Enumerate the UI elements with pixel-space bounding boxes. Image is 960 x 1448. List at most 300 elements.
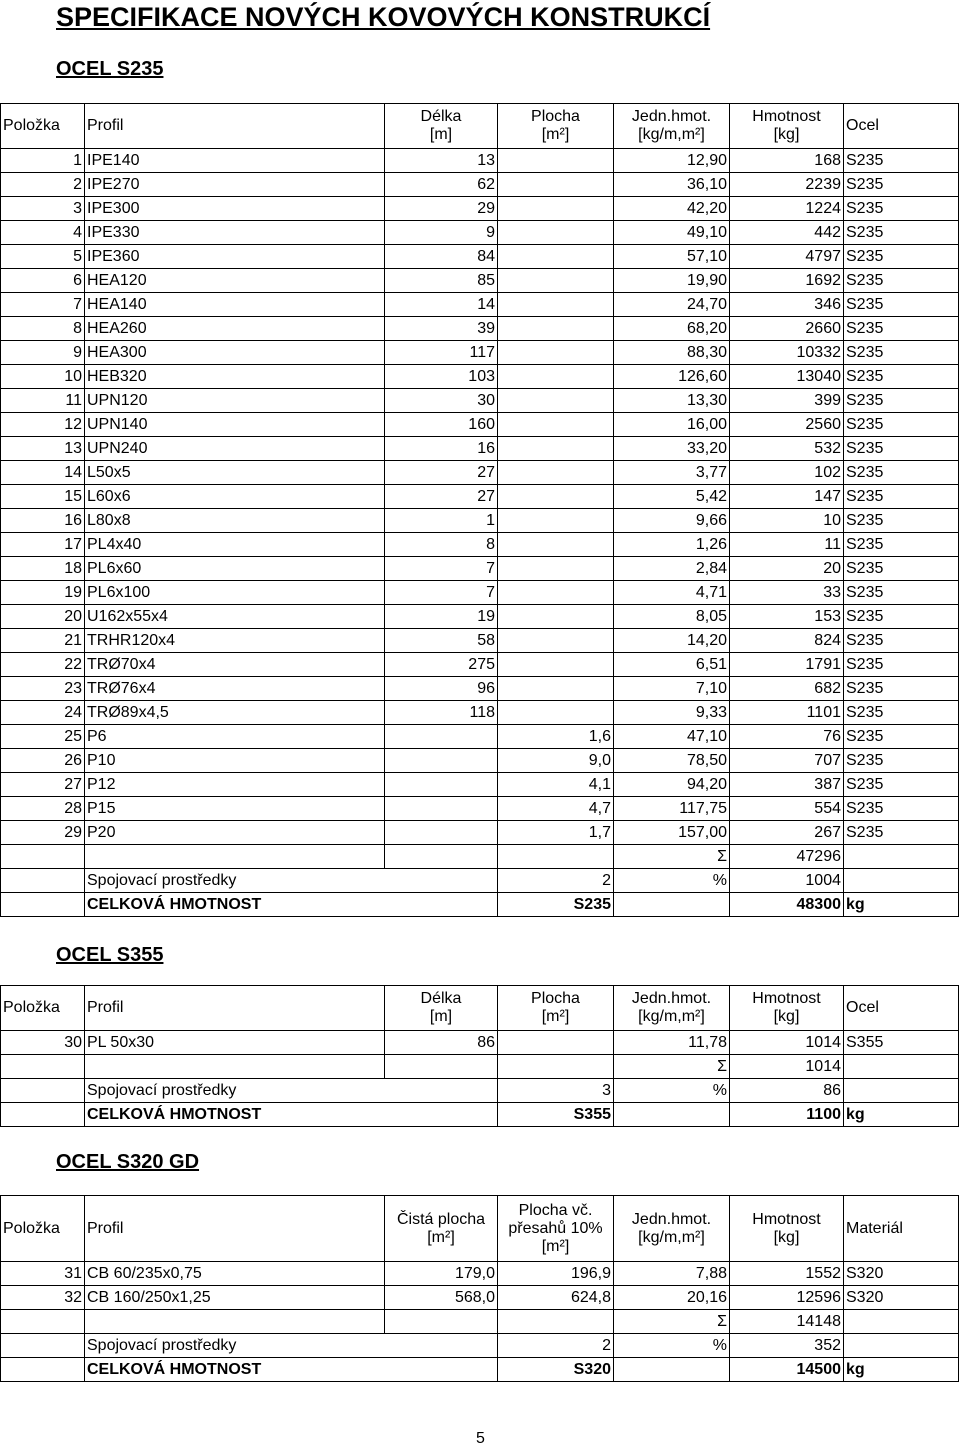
table-cell: S235 bbox=[844, 269, 959, 293]
fasteners-row bbox=[1, 1334, 959, 1358]
table-cell: PL4x40 bbox=[85, 533, 385, 557]
table-cell: 1,7 bbox=[498, 821, 614, 845]
table-cell: S235 bbox=[844, 701, 959, 725]
table-cell: 58 bbox=[385, 629, 498, 653]
table-row bbox=[1, 461, 959, 485]
table-cell: 2660 bbox=[730, 317, 844, 341]
table-cell: 1,26 bbox=[614, 533, 730, 557]
table-cell: PL 50x30 bbox=[85, 1031, 385, 1055]
table-cell: L50x5 bbox=[85, 461, 385, 485]
total-grade: S320 bbox=[498, 1358, 614, 1382]
table-cell: 624,8 bbox=[498, 1286, 614, 1310]
table-cell: P15 bbox=[85, 797, 385, 821]
table-row bbox=[1, 509, 959, 533]
total-row bbox=[1, 1103, 959, 1127]
table-cell: HEA120 bbox=[85, 269, 385, 293]
table-cell: 11 bbox=[730, 533, 844, 557]
table-cell bbox=[498, 653, 614, 677]
table-cell bbox=[498, 389, 614, 413]
header-ocel: Ocel bbox=[844, 104, 959, 149]
table-cell: 1101 bbox=[730, 701, 844, 725]
header-hmotnost: Hmotnost [kg] bbox=[730, 104, 844, 149]
cell bbox=[1, 1055, 85, 1079]
cell bbox=[1, 1358, 85, 1382]
header-jedn-hmot: Jedn.hmot. [kg/m,m²] bbox=[614, 986, 730, 1031]
table-cell bbox=[498, 461, 614, 485]
table-cell bbox=[498, 1031, 614, 1055]
table-cell bbox=[385, 821, 498, 845]
table-cell: S235 bbox=[844, 293, 959, 317]
cell bbox=[844, 869, 959, 893]
header-jedn-hmot: Jedn.hmot. [kg/m,m²] bbox=[614, 1196, 730, 1262]
table-cell: 399 bbox=[730, 389, 844, 413]
table-cell: L80x8 bbox=[85, 509, 385, 533]
table-cell: 11,78 bbox=[614, 1031, 730, 1055]
table-row bbox=[1, 773, 959, 797]
fasteners-label: Spojovací prostředky bbox=[85, 1079, 498, 1103]
table-cell: 4 bbox=[1, 221, 85, 245]
table-row bbox=[1, 365, 959, 389]
table-cell: S235 bbox=[844, 677, 959, 701]
header-delka: Délka [m] bbox=[385, 104, 498, 149]
header-profil: Profil bbox=[85, 104, 385, 149]
table-cell: 47,10 bbox=[614, 725, 730, 749]
table-cell: 27 bbox=[385, 485, 498, 509]
table-cell bbox=[385, 773, 498, 797]
table-cell: S235 bbox=[844, 605, 959, 629]
fasteners-row bbox=[1, 1079, 959, 1103]
table-cell: 1552 bbox=[730, 1262, 844, 1286]
cell bbox=[1, 869, 85, 893]
table-row bbox=[1, 701, 959, 725]
table-cell: 103 bbox=[385, 365, 498, 389]
table-cell bbox=[498, 509, 614, 533]
table-cell: 13 bbox=[1, 437, 85, 461]
sum-value: 1014 bbox=[730, 1055, 844, 1079]
table-cell: 31 bbox=[1, 1262, 85, 1286]
header-plocha: Plocha [m²] bbox=[498, 104, 614, 149]
header-ocel: Ocel bbox=[844, 986, 959, 1031]
table-cell: 7 bbox=[1, 293, 85, 317]
table-cell: 3 bbox=[1, 197, 85, 221]
table-cell: IPE140 bbox=[85, 149, 385, 173]
table-row bbox=[1, 317, 959, 341]
table-cell: 153 bbox=[730, 605, 844, 629]
table-cell: P12 bbox=[85, 773, 385, 797]
table-cell: S320 bbox=[844, 1262, 959, 1286]
table-cell: 39 bbox=[385, 317, 498, 341]
table-cell: 21 bbox=[1, 629, 85, 653]
table-cell bbox=[498, 605, 614, 629]
sum-symbol: Σ bbox=[614, 845, 730, 869]
table-cell: 42,20 bbox=[614, 197, 730, 221]
table-row bbox=[1, 605, 959, 629]
table-cell: 196,9 bbox=[498, 1262, 614, 1286]
table-cell: 1791 bbox=[730, 653, 844, 677]
table-cell: 12 bbox=[1, 413, 85, 437]
table-cell: 22 bbox=[1, 653, 85, 677]
table-cell: 19 bbox=[1, 581, 85, 605]
table-cell bbox=[498, 701, 614, 725]
table-cell: 4797 bbox=[730, 245, 844, 269]
table-cell: S235 bbox=[844, 341, 959, 365]
header-polozka: Položka bbox=[1, 104, 85, 149]
cell bbox=[498, 1055, 614, 1079]
table-cell: 168 bbox=[730, 149, 844, 173]
total-row bbox=[1, 893, 959, 917]
table-cell: 29 bbox=[1, 821, 85, 845]
table-cell bbox=[498, 413, 614, 437]
table-cell: S235 bbox=[844, 821, 959, 845]
table-cell: 8 bbox=[385, 533, 498, 557]
table-cell: 27 bbox=[385, 461, 498, 485]
pct-symbol: % bbox=[614, 869, 730, 893]
table-cell: 14 bbox=[385, 293, 498, 317]
table-cell: 387 bbox=[730, 773, 844, 797]
table-cell: 157,00 bbox=[614, 821, 730, 845]
table-cell: 8 bbox=[1, 317, 85, 341]
table-cell: 57,10 bbox=[614, 245, 730, 269]
table-cell: 16 bbox=[1, 509, 85, 533]
cell bbox=[498, 845, 614, 869]
table-cell: 7 bbox=[385, 581, 498, 605]
table-cell bbox=[385, 725, 498, 749]
table-cell: 11 bbox=[1, 389, 85, 413]
table-cell: S235 bbox=[844, 197, 959, 221]
table-cell: 13040 bbox=[730, 365, 844, 389]
cell bbox=[1, 845, 85, 869]
table-cell: 62 bbox=[385, 173, 498, 197]
table-row bbox=[1, 485, 959, 509]
table-cell: 1224 bbox=[730, 197, 844, 221]
page-title: SPECIFIKACE NOVÝCH KOVOVÝCH KONSTRUKCÍ bbox=[56, 2, 711, 32]
table-cell: 4,1 bbox=[498, 773, 614, 797]
header-hmotnost: Hmotnost [kg] bbox=[730, 1196, 844, 1262]
cell bbox=[614, 893, 730, 917]
table-cell: 30 bbox=[385, 389, 498, 413]
table-cell: 1014 bbox=[730, 1031, 844, 1055]
table-cell: 30 bbox=[1, 1031, 85, 1055]
table-cell: IPE360 bbox=[85, 245, 385, 269]
table-cell: 96 bbox=[385, 677, 498, 701]
table-cell: 5 bbox=[1, 245, 85, 269]
table-row bbox=[1, 821, 959, 845]
table-s235 bbox=[0, 103, 959, 917]
table-cell bbox=[498, 485, 614, 509]
table-cell: S235 bbox=[844, 413, 959, 437]
table-cell bbox=[498, 245, 614, 269]
table-cell: 33 bbox=[730, 581, 844, 605]
table-cell: S235 bbox=[844, 629, 959, 653]
fasteners-pct: 2 bbox=[498, 869, 614, 893]
cell bbox=[614, 1103, 730, 1127]
table-cell: 1 bbox=[1, 149, 85, 173]
table-row bbox=[1, 725, 959, 749]
cell bbox=[385, 1055, 498, 1079]
table-cell: 12,90 bbox=[614, 149, 730, 173]
table-cell bbox=[498, 341, 614, 365]
sum-row bbox=[1, 1310, 959, 1334]
total-label: CELKOVÁ HMOTNOST bbox=[85, 893, 498, 917]
table-cell: 532 bbox=[730, 437, 844, 461]
table-row bbox=[1, 197, 959, 221]
table-cell: S355 bbox=[844, 1031, 959, 1055]
table-header-row bbox=[1, 104, 959, 149]
table-cell: 4,71 bbox=[614, 581, 730, 605]
table-cell: PL6x60 bbox=[85, 557, 385, 581]
sum-row bbox=[1, 1055, 959, 1079]
table-cell: 10 bbox=[1, 365, 85, 389]
table-cell: HEA300 bbox=[85, 341, 385, 365]
header-plocha: Plocha [m²] bbox=[498, 986, 614, 1031]
table-cell: 7,88 bbox=[614, 1262, 730, 1286]
table-cell: 554 bbox=[730, 797, 844, 821]
table-cell: 20 bbox=[730, 557, 844, 581]
table-cell: 27 bbox=[1, 773, 85, 797]
table-cell: 10 bbox=[730, 509, 844, 533]
table-cell: 33,20 bbox=[614, 437, 730, 461]
table-cell: 13 bbox=[385, 149, 498, 173]
table-cell: 267 bbox=[730, 821, 844, 845]
table-cell: 275 bbox=[385, 653, 498, 677]
table-header-row bbox=[1, 1196, 959, 1262]
table-cell bbox=[498, 437, 614, 461]
table-cell: 88,30 bbox=[614, 341, 730, 365]
table-cell: 117 bbox=[385, 341, 498, 365]
table-cell: 10332 bbox=[730, 341, 844, 365]
table-row bbox=[1, 749, 959, 773]
table-cell: 9,0 bbox=[498, 749, 614, 773]
table-cell: 19 bbox=[385, 605, 498, 629]
table-cell: S235 bbox=[844, 725, 959, 749]
header-jedn-hmot: Jedn.hmot. [kg/m,m²] bbox=[614, 104, 730, 149]
table-cell: CB 160/250x1,25 bbox=[85, 1286, 385, 1310]
cell bbox=[614, 1358, 730, 1382]
header-cista-plocha: Čistá plocha [m²] bbox=[385, 1196, 498, 1262]
table-cell: 15 bbox=[1, 485, 85, 509]
total-grade: S355 bbox=[498, 1103, 614, 1127]
table-cell: 2 bbox=[1, 173, 85, 197]
cell bbox=[844, 1334, 959, 1358]
total-unit: kg bbox=[844, 1358, 959, 1382]
table-cell: 2,84 bbox=[614, 557, 730, 581]
table-row bbox=[1, 533, 959, 557]
table-cell bbox=[498, 293, 614, 317]
table-cell: UPN140 bbox=[85, 413, 385, 437]
fasteners-value: 1004 bbox=[730, 869, 844, 893]
table-cell: TRØ89x4,5 bbox=[85, 701, 385, 725]
table-row bbox=[1, 245, 959, 269]
table-cell: 126,60 bbox=[614, 365, 730, 389]
table-row bbox=[1, 389, 959, 413]
sum-value: 47296 bbox=[730, 845, 844, 869]
table-cell: S235 bbox=[844, 389, 959, 413]
table-cell: 8,05 bbox=[614, 605, 730, 629]
table-cell: 5,42 bbox=[614, 485, 730, 509]
table-cell: 86 bbox=[385, 1031, 498, 1055]
table-cell: 7 bbox=[385, 557, 498, 581]
table-cell: TRØ70x4 bbox=[85, 653, 385, 677]
table-cell bbox=[385, 797, 498, 821]
table-cell: 160 bbox=[385, 413, 498, 437]
table-cell: S235 bbox=[844, 221, 959, 245]
table-cell: 14 bbox=[1, 461, 85, 485]
table-cell: S235 bbox=[844, 485, 959, 509]
fasteners-value: 86 bbox=[730, 1079, 844, 1103]
cell bbox=[85, 1310, 385, 1334]
table-cell: S235 bbox=[844, 509, 959, 533]
table-cell bbox=[498, 365, 614, 389]
table-cell: 68,20 bbox=[614, 317, 730, 341]
table-cell: 682 bbox=[730, 677, 844, 701]
table-cell: 28 bbox=[1, 797, 85, 821]
fasteners-label: Spojovací prostředky bbox=[85, 869, 498, 893]
fasteners-row bbox=[1, 869, 959, 893]
sum-symbol: Σ bbox=[614, 1310, 730, 1334]
cell bbox=[844, 1055, 959, 1079]
pct-symbol: % bbox=[614, 1079, 730, 1103]
table-header-row bbox=[1, 986, 959, 1031]
cell bbox=[385, 845, 498, 869]
header-polozka: Položka bbox=[1, 1196, 85, 1262]
table-row bbox=[1, 341, 959, 365]
table-cell: 18 bbox=[1, 557, 85, 581]
total-label: CELKOVÁ HMOTNOST bbox=[85, 1103, 498, 1127]
table-cell: CB 60/235x0,75 bbox=[85, 1262, 385, 1286]
header-profil: Profil bbox=[85, 1196, 385, 1262]
table-cell: S235 bbox=[844, 365, 959, 389]
section-heading-s235: OCEL S235 bbox=[56, 58, 164, 80]
total-value: 1100 bbox=[730, 1103, 844, 1127]
table-cell: 9 bbox=[1, 341, 85, 365]
table-cell: 102 bbox=[730, 461, 844, 485]
table-cell: TRØ76x4 bbox=[85, 677, 385, 701]
table-cell: PL6x100 bbox=[85, 581, 385, 605]
table-cell: 118 bbox=[385, 701, 498, 725]
sum-symbol: Σ bbox=[614, 1055, 730, 1079]
table-cell: 17 bbox=[1, 533, 85, 557]
cell bbox=[1, 1334, 85, 1358]
table-cell: HEA140 bbox=[85, 293, 385, 317]
table-row bbox=[1, 149, 959, 173]
table-cell: 94,20 bbox=[614, 773, 730, 797]
table-cell: 2560 bbox=[730, 413, 844, 437]
table-cell: 2239 bbox=[730, 173, 844, 197]
table-cell: 9,33 bbox=[614, 701, 730, 725]
table-cell: S235 bbox=[844, 773, 959, 797]
table-cell bbox=[498, 581, 614, 605]
table-cell: 16,00 bbox=[614, 413, 730, 437]
table-s355 bbox=[0, 985, 959, 1127]
table-cell: UPN120 bbox=[85, 389, 385, 413]
table-cell: TRHR120x4 bbox=[85, 629, 385, 653]
fasteners-label: Spojovací prostředky bbox=[85, 1334, 498, 1358]
cell bbox=[498, 1310, 614, 1334]
table-cell: 7,10 bbox=[614, 677, 730, 701]
header-polozka: Položka bbox=[1, 986, 85, 1031]
table-cell: S235 bbox=[844, 749, 959, 773]
table-row bbox=[1, 293, 959, 317]
header-plocha-presahu: Plocha vč. přesahů 10% [m²] bbox=[498, 1196, 614, 1262]
table-cell: S235 bbox=[844, 317, 959, 341]
table-cell: 25 bbox=[1, 725, 85, 749]
cell bbox=[85, 1055, 385, 1079]
total-row bbox=[1, 1358, 959, 1382]
table-row bbox=[1, 797, 959, 821]
section-heading-s355: OCEL S355 bbox=[56, 944, 164, 966]
table-row bbox=[1, 557, 959, 581]
table-cell bbox=[498, 197, 614, 221]
total-value: 48300 bbox=[730, 893, 844, 917]
table-cell: HEB320 bbox=[85, 365, 385, 389]
table-cell bbox=[498, 629, 614, 653]
pct-symbol: % bbox=[614, 1334, 730, 1358]
fasteners-value: 352 bbox=[730, 1334, 844, 1358]
table-cell: 36,10 bbox=[614, 173, 730, 197]
table-row bbox=[1, 677, 959, 701]
table-cell: 20 bbox=[1, 605, 85, 629]
table-cell: 1,6 bbox=[498, 725, 614, 749]
table-cell: 85 bbox=[385, 269, 498, 293]
table-row bbox=[1, 413, 959, 437]
cell bbox=[85, 845, 385, 869]
table-body-s355 bbox=[1, 1031, 959, 1055]
table-row bbox=[1, 1031, 959, 1055]
total-grade: S235 bbox=[498, 893, 614, 917]
table-cell: 824 bbox=[730, 629, 844, 653]
table-cell bbox=[498, 533, 614, 557]
table-body-s235 bbox=[1, 149, 959, 845]
table-cell: 76 bbox=[730, 725, 844, 749]
section-heading-s320: OCEL S320 GD bbox=[56, 1151, 200, 1173]
table-cell: 78,50 bbox=[614, 749, 730, 773]
table-cell: 707 bbox=[730, 749, 844, 773]
header-material: Materiál bbox=[844, 1196, 959, 1262]
table-s320 bbox=[0, 1195, 959, 1382]
table-cell bbox=[498, 221, 614, 245]
table-cell: L60x6 bbox=[85, 485, 385, 509]
table-cell: 117,75 bbox=[614, 797, 730, 821]
table-cell bbox=[498, 557, 614, 581]
table-cell bbox=[498, 677, 614, 701]
table-cell: U162x55x4 bbox=[85, 605, 385, 629]
table-cell: 442 bbox=[730, 221, 844, 245]
table-cell: 179,0 bbox=[385, 1262, 498, 1286]
table-cell: 13,30 bbox=[614, 389, 730, 413]
table-cell: S235 bbox=[844, 797, 959, 821]
table-cell: 12596 bbox=[730, 1286, 844, 1310]
table-cell: 9,66 bbox=[614, 509, 730, 533]
table-cell: 6 bbox=[1, 269, 85, 293]
table-cell: 32 bbox=[1, 1286, 85, 1310]
table-cell: S320 bbox=[844, 1286, 959, 1310]
total-label: CELKOVÁ HMOTNOST bbox=[85, 1358, 498, 1382]
table-cell: 49,10 bbox=[614, 221, 730, 245]
page-number: 5 bbox=[476, 1430, 485, 1447]
table-row bbox=[1, 173, 959, 197]
cell bbox=[844, 1079, 959, 1103]
table-cell: S235 bbox=[844, 653, 959, 677]
total-value: 14500 bbox=[730, 1358, 844, 1382]
table-cell: S235 bbox=[844, 581, 959, 605]
table-cell bbox=[498, 149, 614, 173]
table-cell: P20 bbox=[85, 821, 385, 845]
table-cell: 9 bbox=[385, 221, 498, 245]
table-cell bbox=[498, 317, 614, 341]
table-cell: 147 bbox=[730, 485, 844, 509]
table-cell: 84 bbox=[385, 245, 498, 269]
cell bbox=[1, 1103, 85, 1127]
